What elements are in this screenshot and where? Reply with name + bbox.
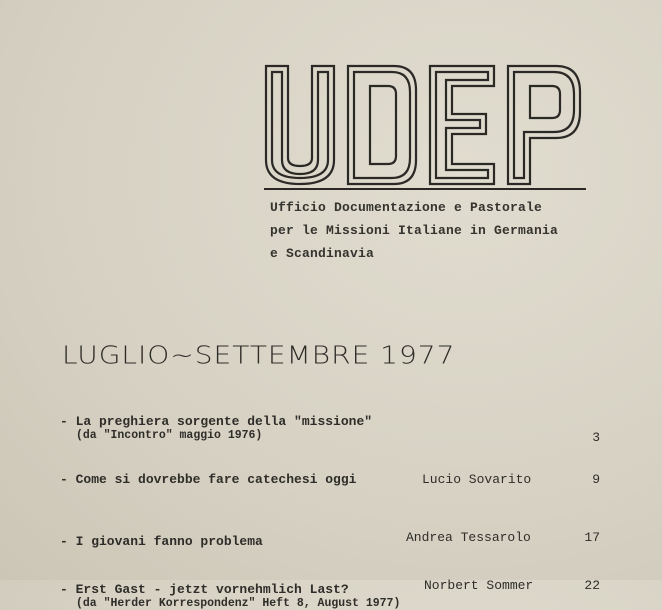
toc-entry-title: - La preghiera sorgente della "missione": [60, 414, 373, 429]
udep-logo-graphic: [264, 62, 586, 192]
toc-entry-source: (da "Herder Korrespondenz" Heft 8, August 1977): [76, 597, 401, 610]
toc-entry-title: - Come si dovrebbe fare catechesi oggi: [60, 472, 357, 487]
toc-entry: [60, 516, 600, 549]
subtitle-line: per le Missioni Italiane in Germania: [270, 223, 559, 238]
toc-entry-source: (da "Incontro" maggio 1976): [76, 429, 263, 442]
toc-entry: [60, 472, 600, 492]
toc-entry-author: Andrea Tessarolo: [406, 530, 531, 545]
toc-entry: [60, 414, 600, 445]
toc-entry-page: 9: [592, 472, 600, 487]
toc-entry-title: - Erst Gast - jetzt vornehmlich Last?: [60, 582, 349, 597]
toc-entry: [60, 578, 600, 610]
organization-subtitle: [270, 196, 558, 265]
subtitle-line: e Scandinavia: [270, 246, 375, 261]
toc-entry-title: - I giovani fanno problema: [60, 534, 263, 549]
table-of-contents: [60, 414, 600, 610]
toc-entry-author: Norbert Sommer: [424, 578, 534, 593]
toc-entry-page: 3: [592, 430, 600, 445]
subtitle-line: Ufficio Documentazione e Pastorale: [270, 200, 543, 215]
toc-entry-author: Lucio Sovarito: [422, 472, 532, 487]
udep-logo: [264, 62, 586, 192]
toc-entry-page: 17: [584, 530, 600, 545]
toc-entry-page: 22: [584, 578, 600, 593]
issue-title: LUGLIO~SETTEMBRE 1977: [62, 340, 456, 370]
